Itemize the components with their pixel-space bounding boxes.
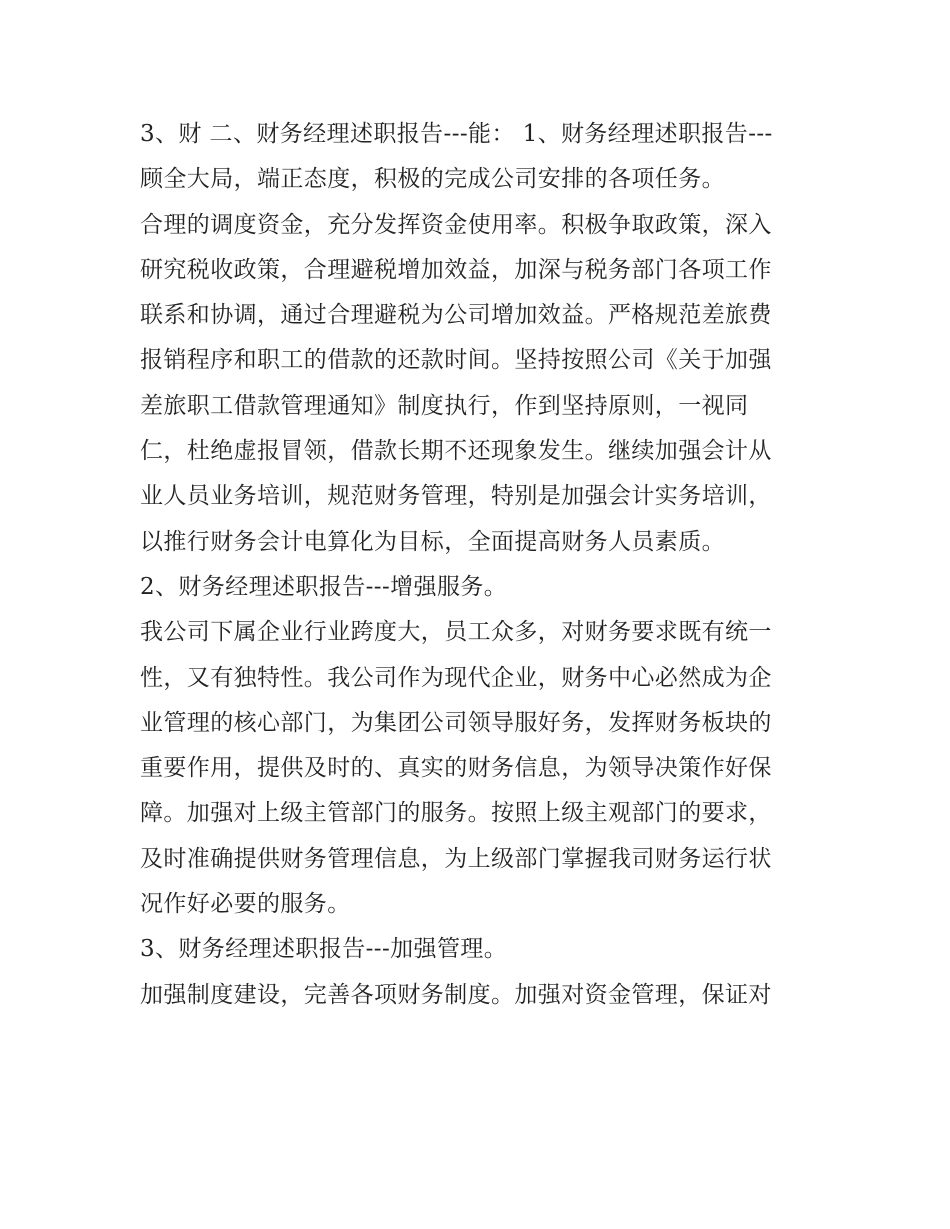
text-line: 合理的调度资金，充分发挥资金使用率。积极争取政策，深入 [140, 211, 772, 238]
document-body [140, 112, 812, 1018]
text-line: 报销程序和职工的借款的还款时间。坚持按照公司《关于加强 [140, 347, 772, 374]
text-line: 业人员业务培训，规范财务管理，特别是加强会计实务培训， [140, 483, 772, 510]
text-line: 业管理的核心部门，为集团公司领导服好务，发挥财务板块的 [140, 709, 772, 736]
text-line: 性，又有独特性。我公司作为现代企业，财务中心必然成为企 [140, 664, 772, 691]
text-line: 我公司下属企业行业跨度大，员工众多，对财务要求既有统一 [140, 619, 772, 646]
text-line: 加强制度建设，完善各项财务制度。加强对资金管理，保证对 [140, 981, 772, 1008]
text-line: 3、财 二、财务经理述职报告---能： 1、财务经理述职报告--- [140, 121, 773, 147]
text-line: 况作好必要的服务。 [140, 891, 351, 918]
text-line: 联系和协调，通过合理避税为公司增加效益。严格规范差旅费 [140, 302, 772, 329]
text-line: 研究税收政策，合理避税增加效益，加深与税务部门各项工作 [140, 256, 772, 283]
text-line: 以推行财务会计电算化为目标，全面提高财务人员素质。 [140, 528, 725, 555]
section-heading: 2、财务经理述职报告---增强服务。 [140, 573, 508, 600]
text-line: 重要作用，提供及时的、真实的财务信息，为领导决策作好保 [140, 755, 772, 782]
text-line: 及时准确提供财务管理信息，为上级部门掌握我司财务运行状 [140, 845, 772, 872]
text-line: 差旅职工借款管理通知》制度执行，作到坚持原则，一视同 [140, 392, 749, 419]
text-line: 仁，杜绝虚报冒领，借款长期不还现象发生。继续加强会计从 [140, 438, 772, 465]
text-line: 顾全大局，端正态度，积极的完成公司安排的各项任务。 [140, 166, 725, 193]
section-heading: 3、财务经理述职报告---加强管理。 [140, 936, 508, 963]
text-line: 障。加强对上级主管部门的服务。按照上级主观部门的要求， [140, 800, 772, 827]
